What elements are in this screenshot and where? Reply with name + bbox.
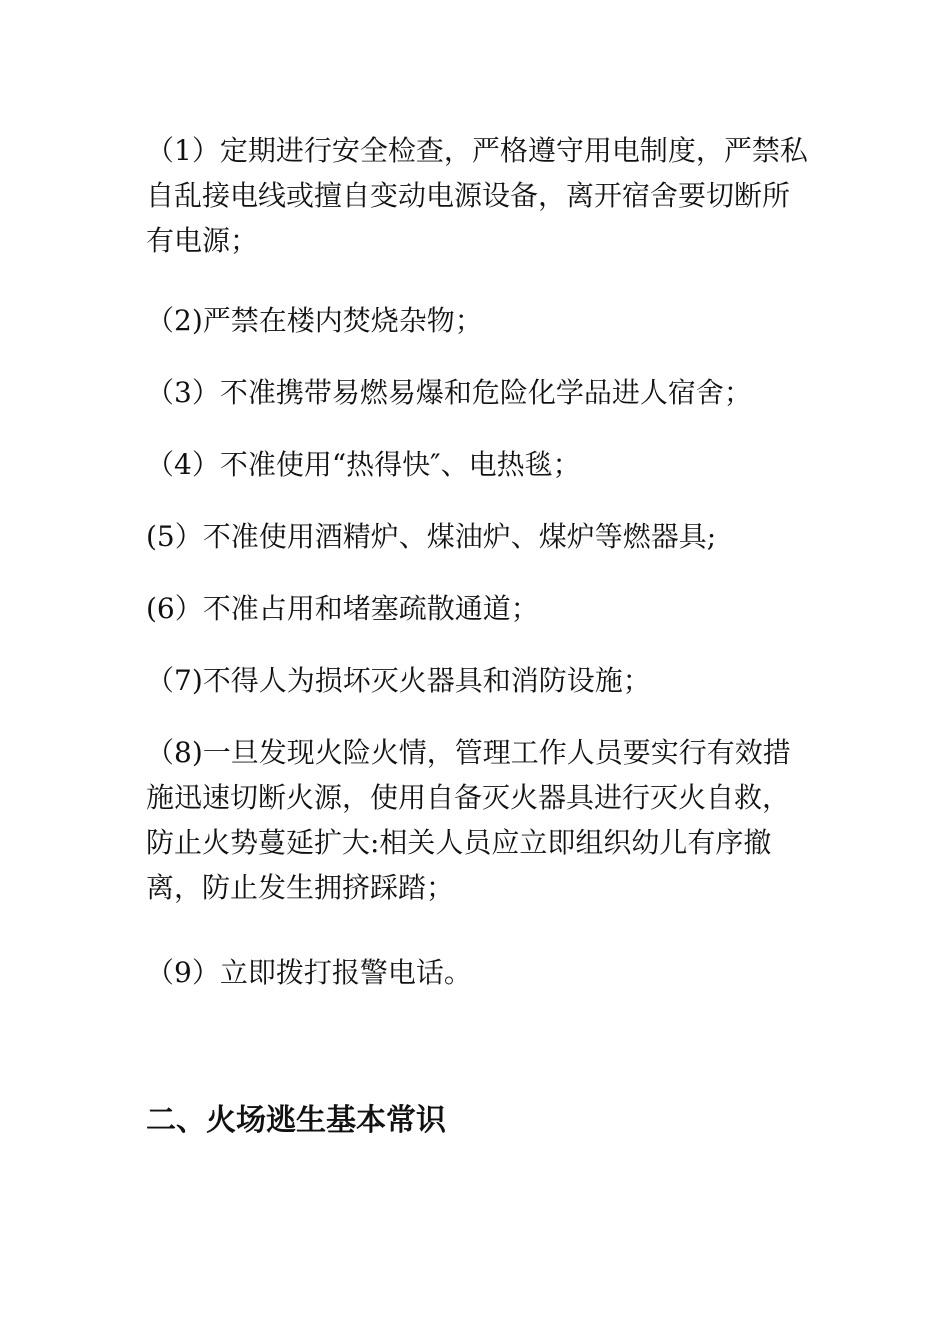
rule-item-3: （3）不准携带易燃易爆和危险化学品进人宿舍； xyxy=(146,376,752,409)
rule-item-2: （2)严禁在楼内焚烧杂物； xyxy=(146,304,483,337)
section-heading: 二、火场逃生基本常识 xyxy=(146,1103,446,1138)
rule-item-8: （8)一旦发现火险火情，管理工作人员要实行有效措施迅速切断火源，使用自备灭火器具进行灭火自救，防止火势蔓延扩大:相关人员应立即组织幼儿有序撤离，防止发生拥挤踩踏； xyxy=(146,736,791,904)
rule-item-1: （1）定期进行安全检查，严格遵守用电制度，严禁私自乱接电线或擅自变动电源设备，离开宿舍要切断所有电源； xyxy=(146,134,808,257)
rule-item-6: (6）不准占用和堵塞疏散通道； xyxy=(146,592,539,625)
rule-item-4: （4）不准使用“热得快″、电热毯； xyxy=(146,448,581,481)
rule-item-7: （7)不得人为损坏灭火器具和消防设施； xyxy=(146,664,651,697)
rule-item-9: （9）立即拨打报警电话。 xyxy=(146,956,472,989)
rule-item-5: (5）不准使用酒精炉、煤油炉、煤炉等燃器具; xyxy=(146,520,717,553)
